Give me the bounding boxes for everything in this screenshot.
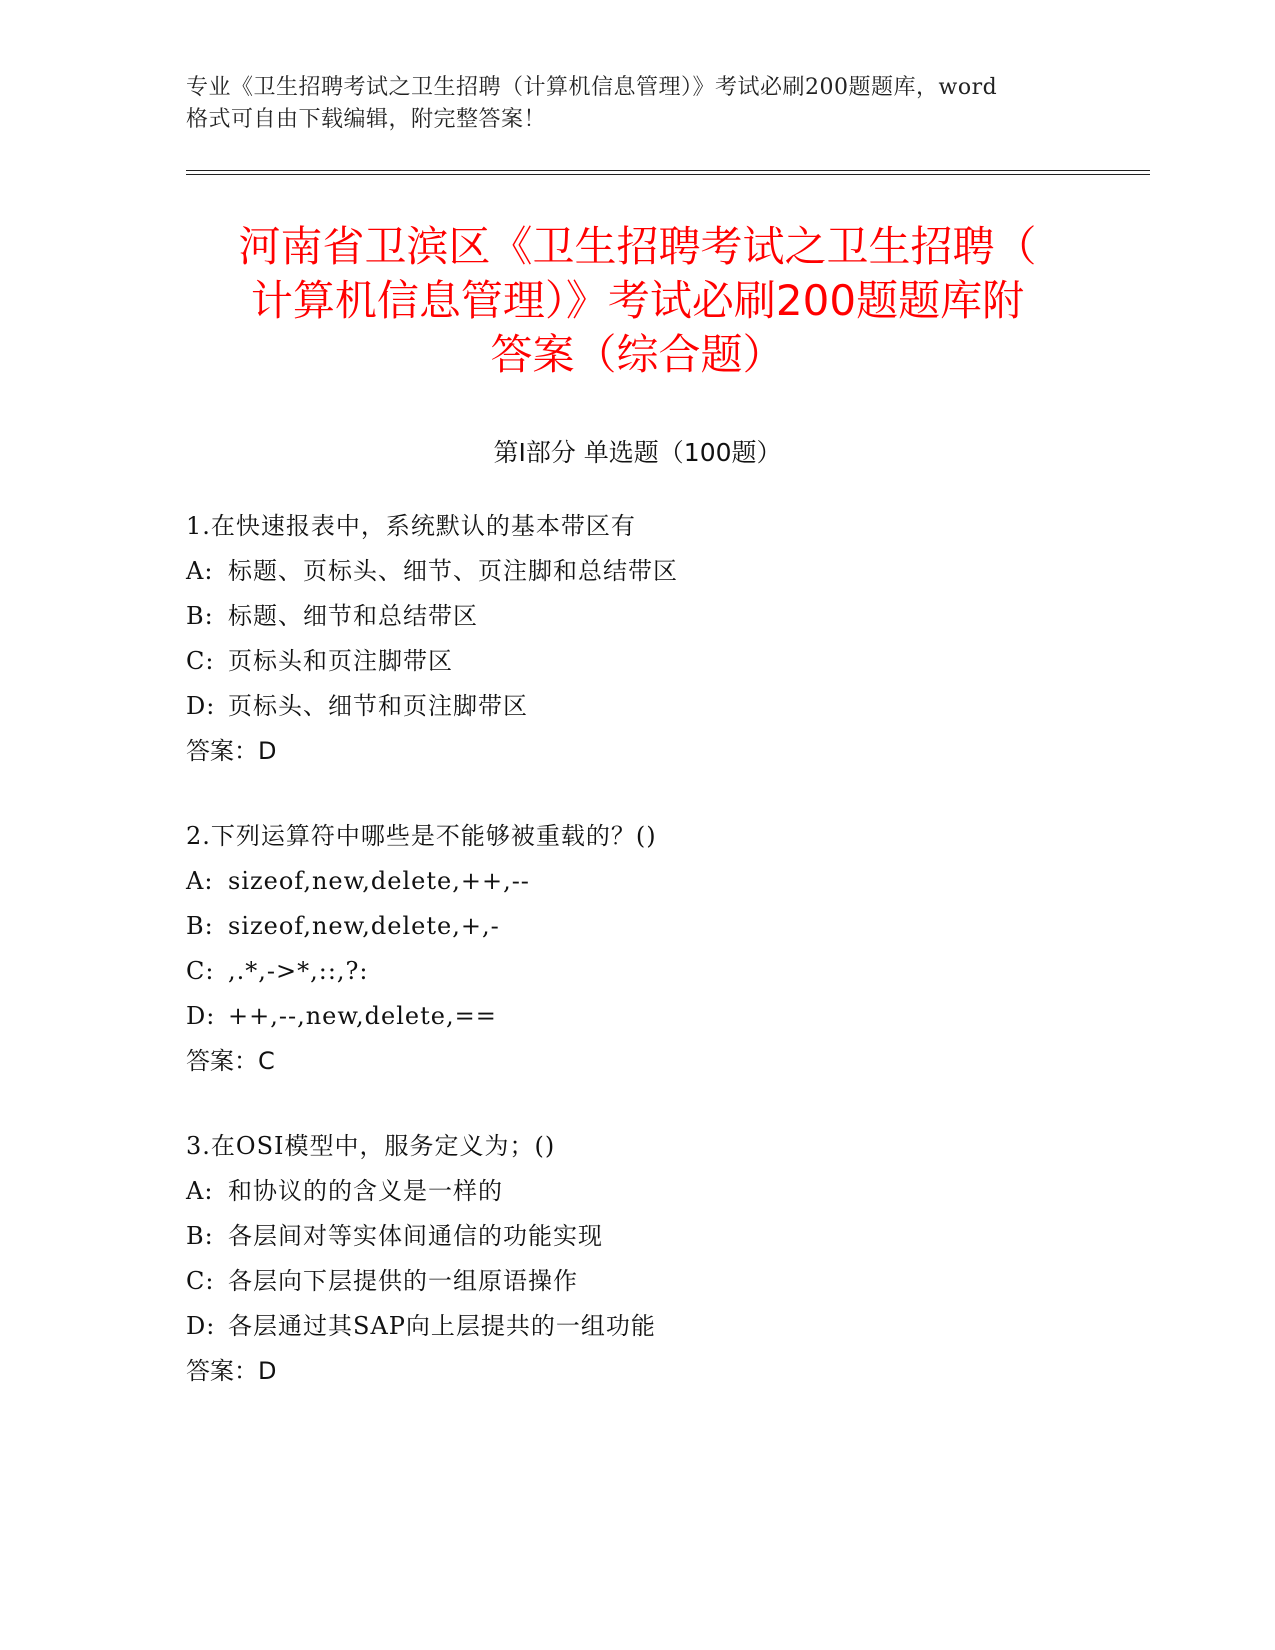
question-stem: 3.在OSI模型中，服务定义为；() — [186, 1132, 556, 1160]
option-letter: A: — [186, 557, 214, 585]
answer: 答案：D — [186, 1357, 277, 1385]
header-note-line-2: 格式可自由下载编辑，附完整答案！ — [186, 107, 547, 132]
header-note — [186, 72, 1086, 136]
option-a — [186, 549, 1086, 594]
question-1 — [186, 504, 1086, 774]
option-letter: A: — [186, 867, 214, 895]
option-letter: D: — [186, 1312, 216, 1340]
option-text: 标题、页标头、细节、页注脚和总结带区 — [228, 557, 678, 585]
option-text: 和协议的的含义是一样的 — [228, 1177, 503, 1205]
option-text: 各层通过其SAP向上层提共的一组功能 — [228, 1312, 656, 1340]
option-c — [186, 949, 1086, 994]
answer: 答案：C — [186, 1047, 275, 1075]
option-letter: A: — [186, 1177, 214, 1205]
option-text: 页标头、细节和页注脚带区 — [228, 692, 528, 720]
option-b — [186, 594, 1086, 639]
question-2 — [186, 814, 1086, 1084]
option-letter: D: — [186, 692, 216, 720]
option-letter: C: — [186, 957, 215, 985]
document-title-line-2: 计算机信息管理）》考试必刷200题题库附 — [250, 276, 1025, 325]
option-a — [186, 859, 1086, 904]
option-d — [186, 684, 1086, 729]
option-text: 标题、细节和总结带区 — [228, 602, 478, 630]
option-text: ++,--,new,delete,== — [228, 1002, 497, 1030]
question-stem: 2.下列运算符中哪些是不能够被重载的？() — [186, 822, 657, 850]
document-title — [160, 220, 1115, 382]
header-divider-top — [186, 170, 1150, 171]
option-c — [186, 1259, 1086, 1304]
option-text: 各层向下层提供的一组原语操作 — [228, 1267, 578, 1295]
document-title-line-3: 答案（综合题） — [490, 330, 785, 379]
header-divider-bottom — [186, 174, 1150, 175]
option-letter: C: — [186, 647, 215, 675]
header-note-line-1: 专业《卫生招聘考试之卫生招聘（计算机信息管理）》考试必刷200题题库，word — [186, 75, 998, 100]
option-text: 页标头和页注脚带区 — [228, 647, 453, 675]
option-letter: C: — [186, 1267, 215, 1295]
option-a — [186, 1169, 1086, 1214]
option-d — [186, 1304, 1086, 1349]
option-b — [186, 904, 1086, 949]
answer: 答案：D — [186, 737, 277, 765]
question-stem: 1.在快速报表中，系统默认的基本带区有 — [186, 512, 636, 540]
option-letter: D: — [186, 1002, 216, 1030]
document-title-line-1: 河南省卫滨区《卫生招聘考试之卫生招聘（ — [238, 222, 1037, 271]
option-letter: B: — [186, 1222, 214, 1250]
option-text: sizeof,new,delete,+,- — [228, 912, 500, 940]
option-letter: B: — [186, 602, 214, 630]
option-text: ,.*,->*,::,?: — [228, 957, 369, 985]
option-text: 各层间对等实体间通信的功能实现 — [228, 1222, 603, 1250]
option-b — [186, 1214, 1086, 1259]
option-c — [186, 639, 1086, 684]
option-letter: B: — [186, 912, 214, 940]
question-3 — [186, 1124, 1086, 1394]
option-text: sizeof,new,delete,++,-- — [228, 867, 530, 895]
section-title: 第Ⅰ部分 单选题（100题） — [493, 438, 782, 467]
option-d — [186, 994, 1086, 1039]
